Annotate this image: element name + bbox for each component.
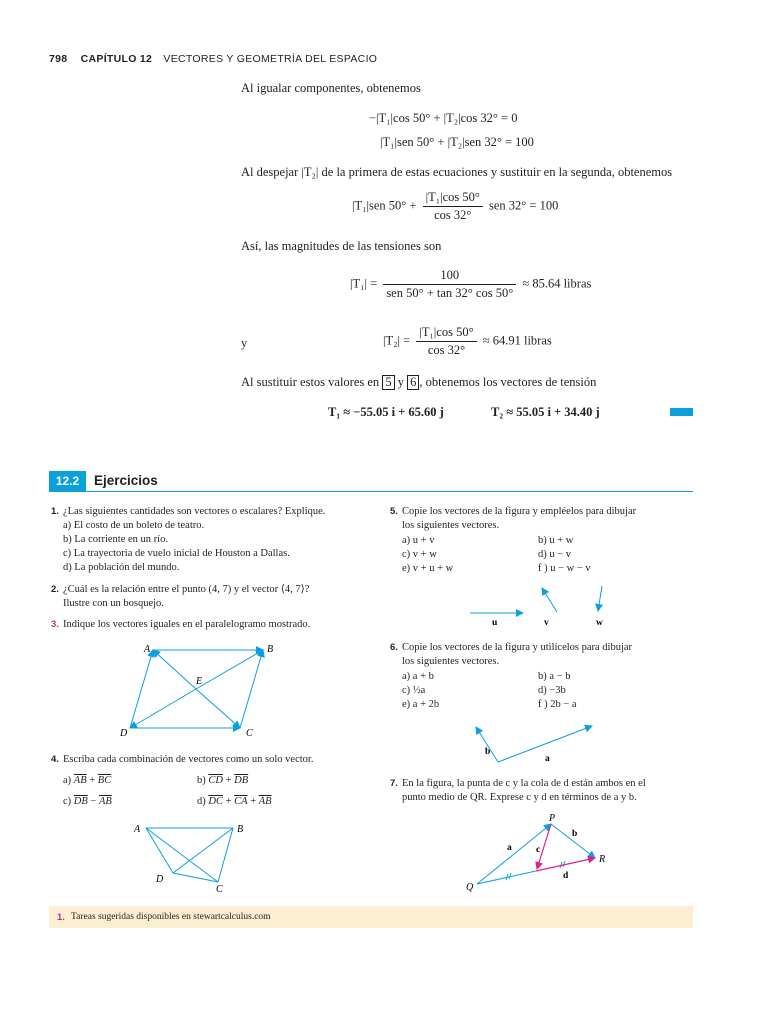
page-number: 798 — [49, 53, 68, 65]
eq5-left: |T₂| = — [383, 333, 411, 348]
exercise-number[interactable]: 3. — [51, 619, 59, 630]
vector-AB: $\overline{AB}$ — [98, 796, 112, 807]
list-item: b) a − b — [538, 671, 571, 682]
homework-footer — [49, 906, 693, 928]
item-label: b) — [197, 775, 206, 786]
equation-ref-6[interactable]: 6 — [407, 375, 419, 390]
chapter-title: VECTORES Y GEOMETRÍA DEL ESPACIO — [163, 53, 378, 65]
exercise-3 — [51, 618, 310, 632]
point-label-E: E — [196, 676, 203, 687]
vector-CA: $\overline{CA}$ — [234, 796, 248, 807]
vector-label-w: w — [596, 618, 603, 628]
vector-label-b: b — [572, 829, 578, 839]
exercise-text: Ilustre con un bosquejo. — [63, 598, 164, 609]
item-label: c) — [63, 796, 72, 807]
list-item: e) a + 2b — [402, 699, 440, 710]
exercise-6-items-left — [402, 670, 439, 712]
point-label-D: D — [156, 874, 164, 885]
equation-4 — [350, 268, 591, 301]
point-label-B: B — [267, 644, 274, 655]
eq5-denominator: cos 32° — [427, 343, 466, 357]
section-number: 12.2 — [49, 471, 86, 491]
paragraph-2: Al despejar |T₂| de la primera de estas ecuaciones y sustituir en la segunda, obtenemos — [241, 165, 673, 179]
exercise-text: Copie los vectores de la figura y utilícelos para dibujar — [402, 642, 633, 653]
point-label-R: R — [599, 854, 606, 865]
equation-ref-5[interactable]: 5 — [382, 375, 394, 390]
operator: − — [90, 796, 97, 807]
eq3-left: |T₁|sen 50° + — [352, 198, 417, 213]
exercise-number: 6. — [390, 642, 398, 653]
parallelogram-figure — [110, 640, 290, 740]
exercise-text: En la figura, la punta de c y la cola de d están ambos en el — [402, 778, 646, 789]
exercise-7 — [390, 777, 646, 805]
equation-2: |T₁|sen 50° + |T₂|sen 32° = 100 — [380, 135, 534, 149]
exercise-6-items-right — [538, 670, 577, 712]
exercise-4a — [63, 774, 111, 788]
quadrilateral-figure — [128, 818, 258, 898]
p4-end: , obtenemos los vectores de tensión — [419, 375, 597, 389]
eq4-right: ≈ 85.64 libras — [522, 276, 592, 291]
section-title: Ejercicios — [94, 473, 158, 488]
eq5-fraction — [416, 325, 476, 358]
point-label-P: P — [549, 813, 556, 824]
vector-AB: $\overline{AB}$ — [258, 796, 272, 807]
operator: + — [89, 775, 96, 786]
list-item: f ) 2b − a — [538, 699, 577, 710]
vector-label-a: a — [507, 843, 512, 853]
point-label-C: C — [216, 884, 223, 895]
point-label-Q: Q — [466, 882, 474, 893]
list-item: c) ½a — [402, 685, 426, 696]
vector-CD: $\overline{CD}$ — [208, 775, 223, 786]
eq5-right: ≈ 64.91 libras — [482, 333, 552, 348]
vector-DB: $\overline{DB}$ — [73, 796, 88, 807]
item-label: d) — [197, 796, 206, 807]
vector-DC: $\overline{DC}$ — [208, 796, 223, 807]
exercise-number: 4. — [51, 754, 59, 765]
footer-text[interactable]: Tareas sugeridas disponibles en stewartcalculus.com — [71, 912, 271, 922]
exercise-text: Copie los vectores de la figura y empléelos para dibujar — [402, 506, 637, 517]
exercise-number: 2. — [51, 584, 59, 595]
operator: + — [225, 775, 232, 786]
eq5-numerator: |T₁|cos 50° — [416, 325, 476, 342]
exercise-4d — [197, 795, 272, 809]
vector-label-v: v — [544, 618, 549, 628]
exercise-text: los siguientes vectores. — [402, 520, 500, 531]
vectors-uvw-figure — [465, 582, 625, 630]
list-item: a) u + v — [402, 535, 435, 546]
chapter-label: CAPÍTULO 12 — [80, 53, 153, 65]
operator: + — [250, 796, 257, 807]
list-item: b) La corriente en un río. — [63, 534, 168, 545]
vector-BC: $\overline{BC}$ — [97, 775, 112, 786]
exercise-4b — [197, 774, 248, 788]
eq3-right: sen 32° = 100 — [489, 198, 559, 213]
exercise-text: Indique los vectores iguales en el paralelogramo mostrado. — [63, 619, 311, 630]
list-item: d) u − v — [538, 549, 572, 560]
triangle-PQR-figure — [460, 812, 620, 896]
exercise-5-items-left — [402, 534, 453, 576]
vector-label-a: a — [545, 754, 550, 764]
exercise-text: los siguientes vectores. — [402, 656, 500, 667]
point-label-B: B — [237, 824, 244, 835]
equation-5 — [383, 325, 552, 358]
eq4-fraction — [383, 268, 516, 301]
operator: + — [225, 796, 232, 807]
vector-label-u: u — [492, 618, 498, 628]
point-label-A: A — [144, 644, 151, 655]
exercise-text: ¿Cuál es la relación entre el punto (4, 7) y el vector ⟨4, 7⟩? — [63, 584, 310, 595]
vector-AB: $\overline{AB}$ — [73, 775, 87, 786]
list-item: a) a + b — [402, 671, 434, 682]
p4-mid: y — [397, 375, 404, 389]
exercise-5 — [390, 505, 636, 533]
paragraph-1: Al igualar componentes, obtenemos — [241, 81, 421, 95]
end-of-example-mark — [670, 408, 693, 416]
word-y: y — [241, 336, 248, 350]
list-item: a) El costo de un boleto de teatro. — [63, 520, 205, 531]
exercise-text: ¿Las siguientes cantidades son vectores o escalares? Explique. — [63, 506, 326, 517]
point-label-A: A — [134, 824, 141, 835]
eq4-left: |T₁| = — [350, 276, 378, 291]
vector-label-d: d — [563, 871, 569, 881]
exercise-text: Escriba cada combinación de vectores como un solo vector. — [63, 754, 314, 765]
exercise-6 — [390, 641, 632, 669]
eq3-fraction — [423, 190, 483, 223]
list-item: d) La población del mundo. — [63, 562, 180, 573]
exercise-number: 7. — [390, 778, 398, 789]
exercise-number: 1. — [51, 506, 59, 517]
list-item: e) v + u + w — [402, 563, 454, 574]
equation-6a: T₁ ≈ −55.05 i + 65.60 j — [328, 405, 444, 419]
eq4-numerator: 100 — [383, 268, 516, 285]
eq3-numerator: |T₁|cos 50° — [423, 190, 483, 207]
list-item: d) −3b — [538, 685, 566, 696]
paragraph-4 — [241, 375, 596, 390]
vectors-ab-figure — [470, 718, 600, 768]
exercise-number: 5. — [390, 506, 398, 517]
footer-number: 1. — [57, 912, 65, 923]
equation-6b: T₂ ≈ 55.05 i + 34.40 j — [491, 405, 600, 419]
list-item: f ) u − w − v — [538, 563, 591, 574]
exercise-5-items-right — [538, 534, 591, 576]
equation-1: −|T₁|cos 50° + |T₂|cos 32° = 0 — [369, 111, 518, 125]
running-header — [49, 53, 377, 65]
paragraph-3: Así, las magnitudes de las tensiones son — [241, 239, 442, 253]
exercise-4c — [63, 795, 112, 809]
exercise-4 — [51, 753, 313, 767]
vector-label-c: c — [536, 845, 541, 855]
exercise-text: punto medio de QR. Exprese c y d en términos de a y b. — [402, 792, 637, 803]
list-item: c) v + w — [402, 549, 437, 560]
vector-label-b: b — [485, 747, 491, 757]
p4-start: Al sustituir estos valores en — [241, 375, 380, 389]
exercise-2 — [51, 583, 309, 611]
item-label: a) — [63, 775, 72, 786]
list-item: b) u + w — [538, 535, 574, 546]
point-label-C: C — [246, 728, 253, 739]
eq4-denominator: sen 50° + tan 32° cos 50° — [386, 286, 514, 300]
eq3-denominator: cos 32° — [434, 208, 472, 222]
equation-3 — [352, 190, 558, 223]
vector-DB: $\overline{DB}$ — [234, 775, 249, 786]
list-item: c) La trayectoria de vuelo inicial de Houston a Dallas. — [63, 548, 290, 559]
exercise-1 — [51, 505, 325, 575]
point-label-D: D — [120, 728, 128, 739]
